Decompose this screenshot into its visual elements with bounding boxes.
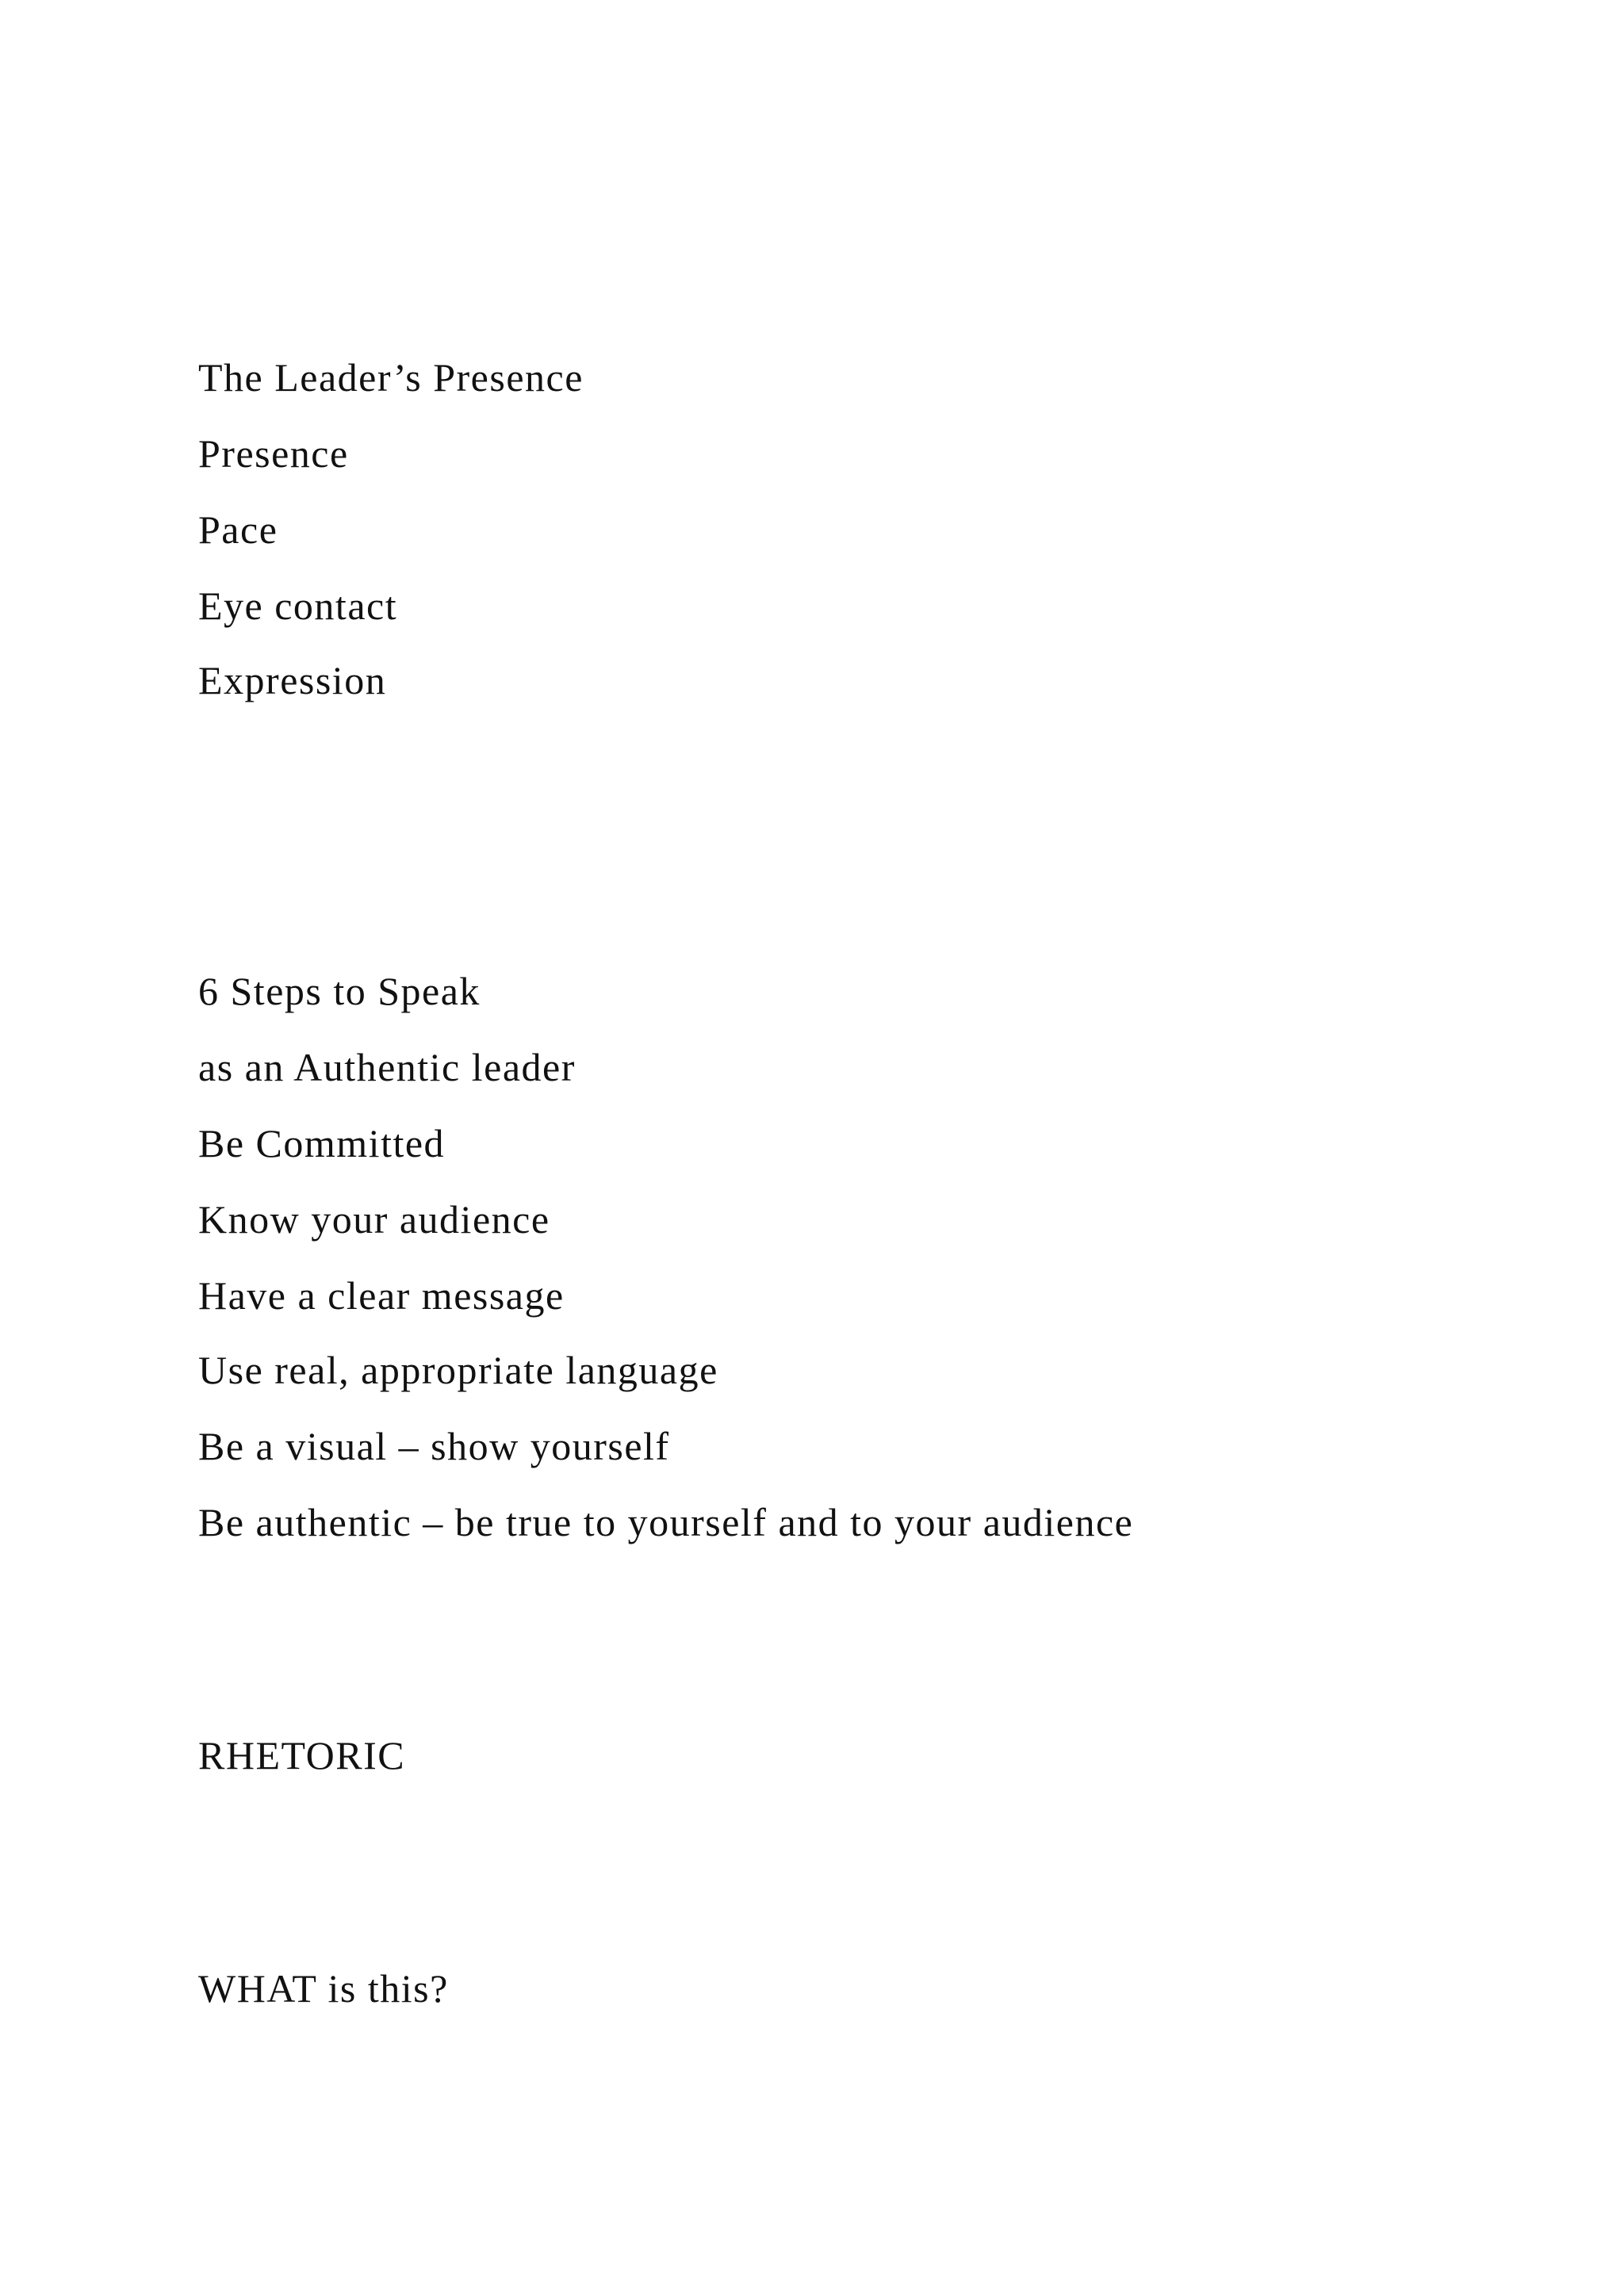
section-subtitle-authentic-leader: as an Authentic leader bbox=[198, 1045, 576, 1089]
section-title-leaders-presence: The Leader’s Presence bbox=[198, 355, 584, 400]
list-item-be-visual: Be a visual – show yourself bbox=[198, 1424, 670, 1468]
list-item-know-audience: Know your audience bbox=[198, 1197, 550, 1242]
list-item-presence: Presence bbox=[198, 431, 349, 476]
list-item-expression: Expression bbox=[198, 658, 387, 702]
list-item-pace: Pace bbox=[198, 507, 278, 552]
list-item-eye-contact: Eye contact bbox=[198, 584, 398, 628]
question-what-is-this: WHAT is this? bbox=[198, 1966, 449, 2011]
section-heading-rhetoric: RHETORIC bbox=[198, 1733, 406, 1777]
list-item-be-authentic: Be authentic – be true to yourself and to your audience bbox=[198, 1500, 1134, 1544]
list-item-real-language: Use real, appropriate language bbox=[198, 1348, 718, 1392]
list-item-be-committed: Be Committed bbox=[198, 1121, 446, 1165]
section-title-six-steps: 6 Steps to Speak bbox=[198, 969, 481, 1013]
list-item-clear-message: Have a clear message bbox=[198, 1273, 565, 1318]
